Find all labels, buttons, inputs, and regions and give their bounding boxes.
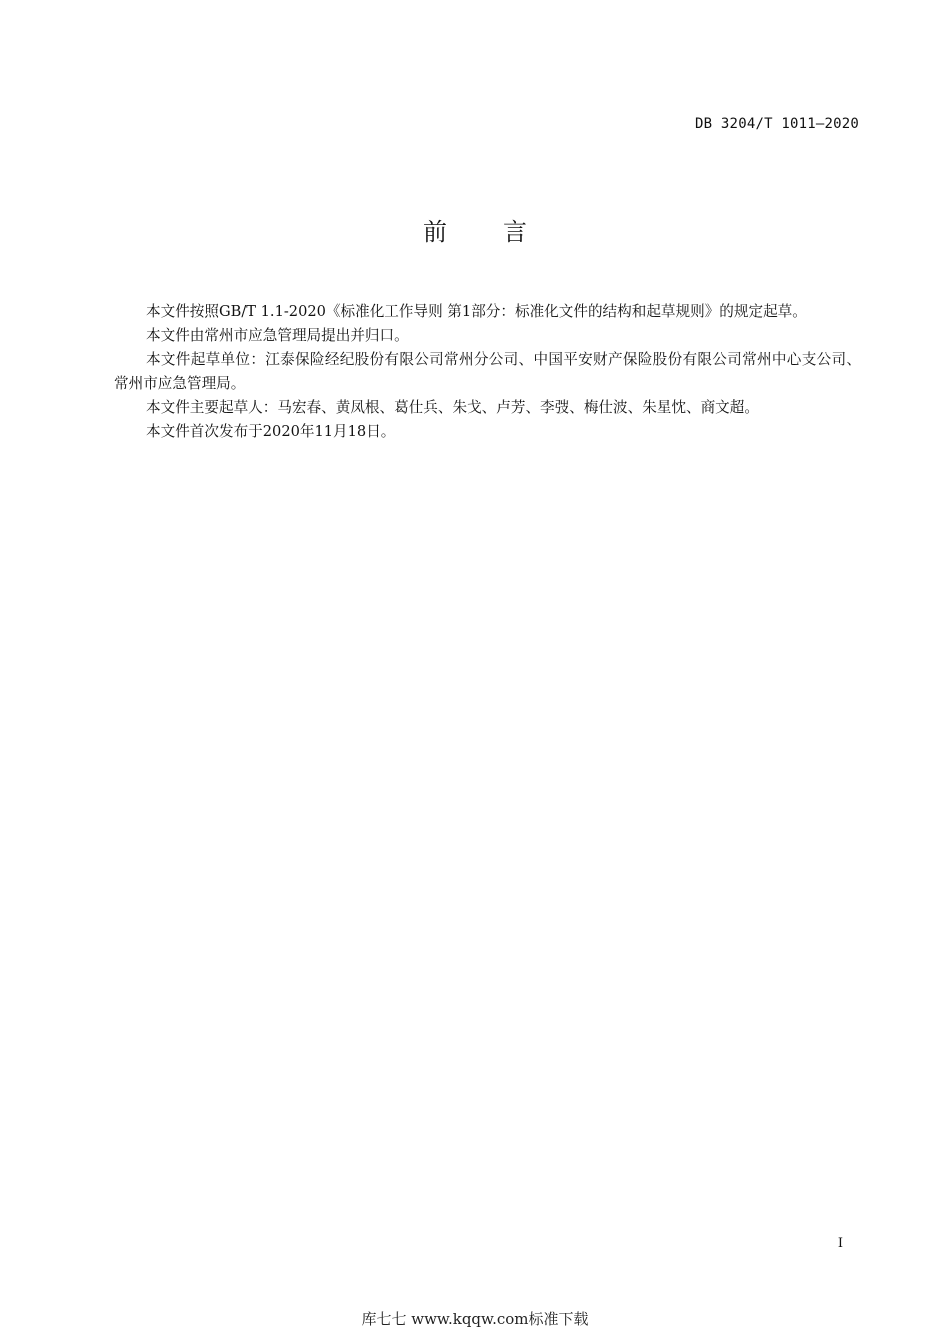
- page-title: 前言: [423, 218, 583, 246]
- page-number: I: [837, 1236, 843, 1251]
- paragraph-release-date: 本文件首次发布于2020年11月18日。: [146, 423, 396, 440]
- paragraph-drafting-units: 本文件起草单位：江泰保险经纪股份有限公司常州分公司、中国平安财产保险股份有限公司常州中心支公司、常州市应急管理局。: [114, 351, 861, 392]
- document-code: DB 3204/T 1011—2020: [695, 116, 859, 132]
- paragraph-proposer: 本文件由常州市应急管理局提出并归口。: [146, 327, 409, 344]
- watermark-text: 库七七 www.kqqw.com标准下载: [361, 1310, 589, 1328]
- paragraph-drafting-basis: 本文件按照GB/T 1.1-2020《标准化工作导则 第1部分：标准化文件的结构和起草规则》的规定起草。: [146, 303, 807, 320]
- foreword-body: [114, 300, 861, 444]
- paragraph-drafters: 本文件主要起草人：马宏春、黄凤根、葛仕兵、朱戈、卢芳、李弢、梅仕波、朱星忱、商文超。: [146, 399, 759, 416]
